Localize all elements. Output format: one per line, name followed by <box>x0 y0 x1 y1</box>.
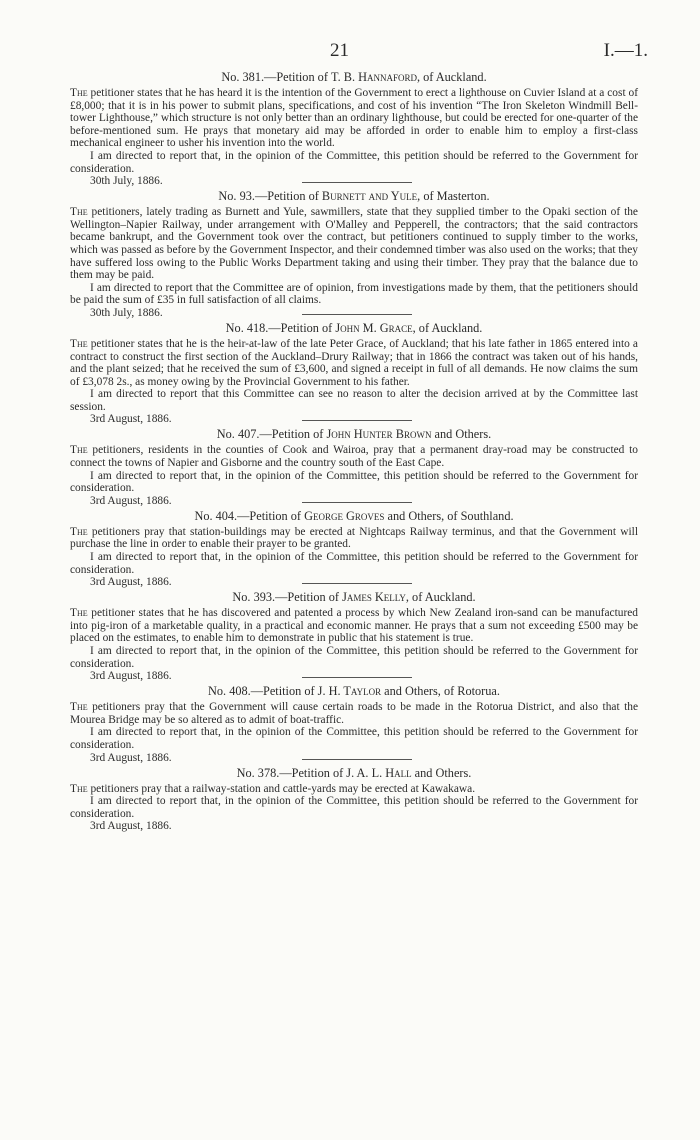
petition-entry <box>70 590 638 684</box>
page-header <box>0 40 700 64</box>
petition-title: No. 93.—Petition of Burnett and Yule, of Masterton. <box>218 189 490 204</box>
committee-report: I am directed to report that, in the opinion of the Committee, this petition should be referred to the Government for consideration. <box>70 469 638 495</box>
section-divider <box>302 314 412 315</box>
committee-report: I am directed to report that, in the opinion of the Committee, this petition should be referred to the Government for consideration. <box>70 726 638 751</box>
petitioner-name: James Kelly <box>342 590 406 605</box>
petition-entry <box>70 427 638 508</box>
committee-report: I am directed to report that this Committee can see no reason to alter the decision arrived at by the Committee last session. <box>70 388 638 413</box>
petition-title: No. 407.—Petition of John Hunter Brown and Others. <box>216 427 492 442</box>
petitioner-name: Burnett and Yule <box>321 189 418 204</box>
report-date: 30th July, 1886. <box>90 175 163 188</box>
committee-report: I am directed to report that the Committee are of opinion, from investigations made by them, that the petitioners should be paid the sum of £35 in full satisfaction of all claims. <box>70 281 638 307</box>
petition-entry <box>70 189 638 321</box>
report-date: 3rd August, 1886. <box>90 751 172 764</box>
page-body <box>70 70 638 833</box>
report-date: 3rd August, 1886. <box>90 670 172 683</box>
section-divider <box>302 759 412 760</box>
petitioner-name: John Hunter Brown <box>326 427 432 442</box>
report-date: 3rd August, 1886. <box>90 820 172 833</box>
petitioner-name: T. B. Hannaford <box>331 70 417 84</box>
petition-title: No. 404.—Petition of George Groves and Others, of Southland. <box>194 508 514 523</box>
report-date: 3rd August, 1886. <box>90 413 172 426</box>
section-divider <box>302 420 412 421</box>
committee-report: I am directed to report that, in the opinion of the Committee, this petition should be referred to the Government for consideration. <box>70 795 638 820</box>
report-date: 3rd August, 1886. <box>90 494 172 507</box>
petitioner-name: John M. Grace <box>335 320 413 335</box>
committee-report: I am directed to report that, in the opinion of the Committee, this petition should be referred to the Government for consideration. <box>70 551 638 576</box>
petitioner-name: J. H. Taylor <box>317 684 382 699</box>
section-divider <box>302 583 412 584</box>
committee-report: I am directed to report that, in the opinion of the Committee, this petition should be referred to the Government for consideration. <box>70 149 638 175</box>
section-divider <box>302 502 412 503</box>
petition-title: No. 381.—Petition of T. B. Hannaford, of Auckland. <box>221 70 487 84</box>
petition-text: The petitioner states that he has discovered and patented a process by which New Zealand iron-sand can be manufactured into pig-iron of a marketable quality, in a practical and economic manner. He prays that a sum not exceeding £500 may be placed on the estimates, to enable him to demonstrate in public that his statement is true. <box>70 607 638 645</box>
petition-entry <box>70 70 638 189</box>
petition-title: No. 393.—Petition of James Kelly, of Auckland. <box>232 590 476 605</box>
report-date: 30th July, 1886. <box>90 306 163 319</box>
report-date: 3rd August, 1886. <box>90 576 172 589</box>
petition-text: The petitioners pray that the Government will cause certain roads to be made in the Rotorua District, and also that the Mourea Bridge may be so altered as to admit of boat-traffic. <box>70 701 638 726</box>
petition-title: No. 378.—Petition of J. A. L. Hall and Others. <box>236 765 472 780</box>
petitioner-name: George Groves <box>304 508 385 523</box>
page-number: 21 <box>330 40 349 61</box>
petition-entry <box>70 766 638 834</box>
petitioner-name: J. A. L. Hall <box>346 765 412 780</box>
petition-text: The petitioners, residents in the counties of Cook and Wairoa, pray that a permanent dray-road may be constructed to connect the towns of Napier and Gisborne and the country south of the East Cape. <box>70 444 638 470</box>
committee-report: I am directed to report that, in the opinion of the Committee, this petition should be referred to the Government for consideration. <box>70 645 638 670</box>
petition-text: The petitioner states that he is the heir-at-law of the late Peter Grace, of Auckland; that his late father in 1865 entered into a contract to construct the first section of the Auckland–Drury Railway; that in 1866 the contract was taken out of his hands, and the plant seized; that he received the sum of £3,600, and signed a receipt in full of all demands. He now claims the sum of £3,078 2s., as money owing by the Provincial Government to his father. <box>70 337 638 388</box>
petition-title: No. 408.—Petition of J. H. Taylor and Others, of Rotorua. <box>208 684 500 699</box>
petition-text: The petitioners pray that a railway-station and cattle-yards may be erected at Kawakawa. <box>70 782 476 795</box>
petition-entry <box>70 509 638 590</box>
section-divider <box>302 677 412 678</box>
petition-title: No. 418.—Petition of John M. Grace, of Auckland. <box>225 320 483 335</box>
section-divider <box>302 182 412 183</box>
petition-text: The petitioners pray that station-buildings may be erected at Nightcaps Railway terminus, and that the Government will purchase the line in order to enable their prayer to be granted. <box>70 525 638 551</box>
petition-entry <box>70 321 638 428</box>
document-reference: I.—1. <box>603 40 648 61</box>
petition-text: The petitioners, lately trading as Burnett and Yule, sawmillers, state that they supplied timber to the Opaki section of the Wellington–Napier Railway, under arrangement with O'Malley and Pepperell, the contractors; that the said contractors became bankrupt, and the Government took over the contract, but petitioners continued to supply timber to the works, which was passed as before by the Government Inspector, and their condemned timber was also used on the works; that they have suffered loss owing to the Public Works Department taking and using their timber. They pray that the balance due to them may be paid. <box>70 206 638 282</box>
petition-entry <box>70 684 638 765</box>
petition-text: The petitioner states that he has heard it is the intention of the Government to erect a lighthouse on Cuvier Island at a cost of £8,000; that it is in his power to submit plans, specifications, and cost of his invention “The Iron Skeleton Windmill Bell-tower Lighthouse,” which structure is not only better than an ordinary lighthouse, but could be erected for one-quarter of the before-mentioned sum. He prays that monetary aid may be afforded in order to enable him to employ a first-class mechanical engineer to usher his invention into the world. <box>70 87 638 150</box>
